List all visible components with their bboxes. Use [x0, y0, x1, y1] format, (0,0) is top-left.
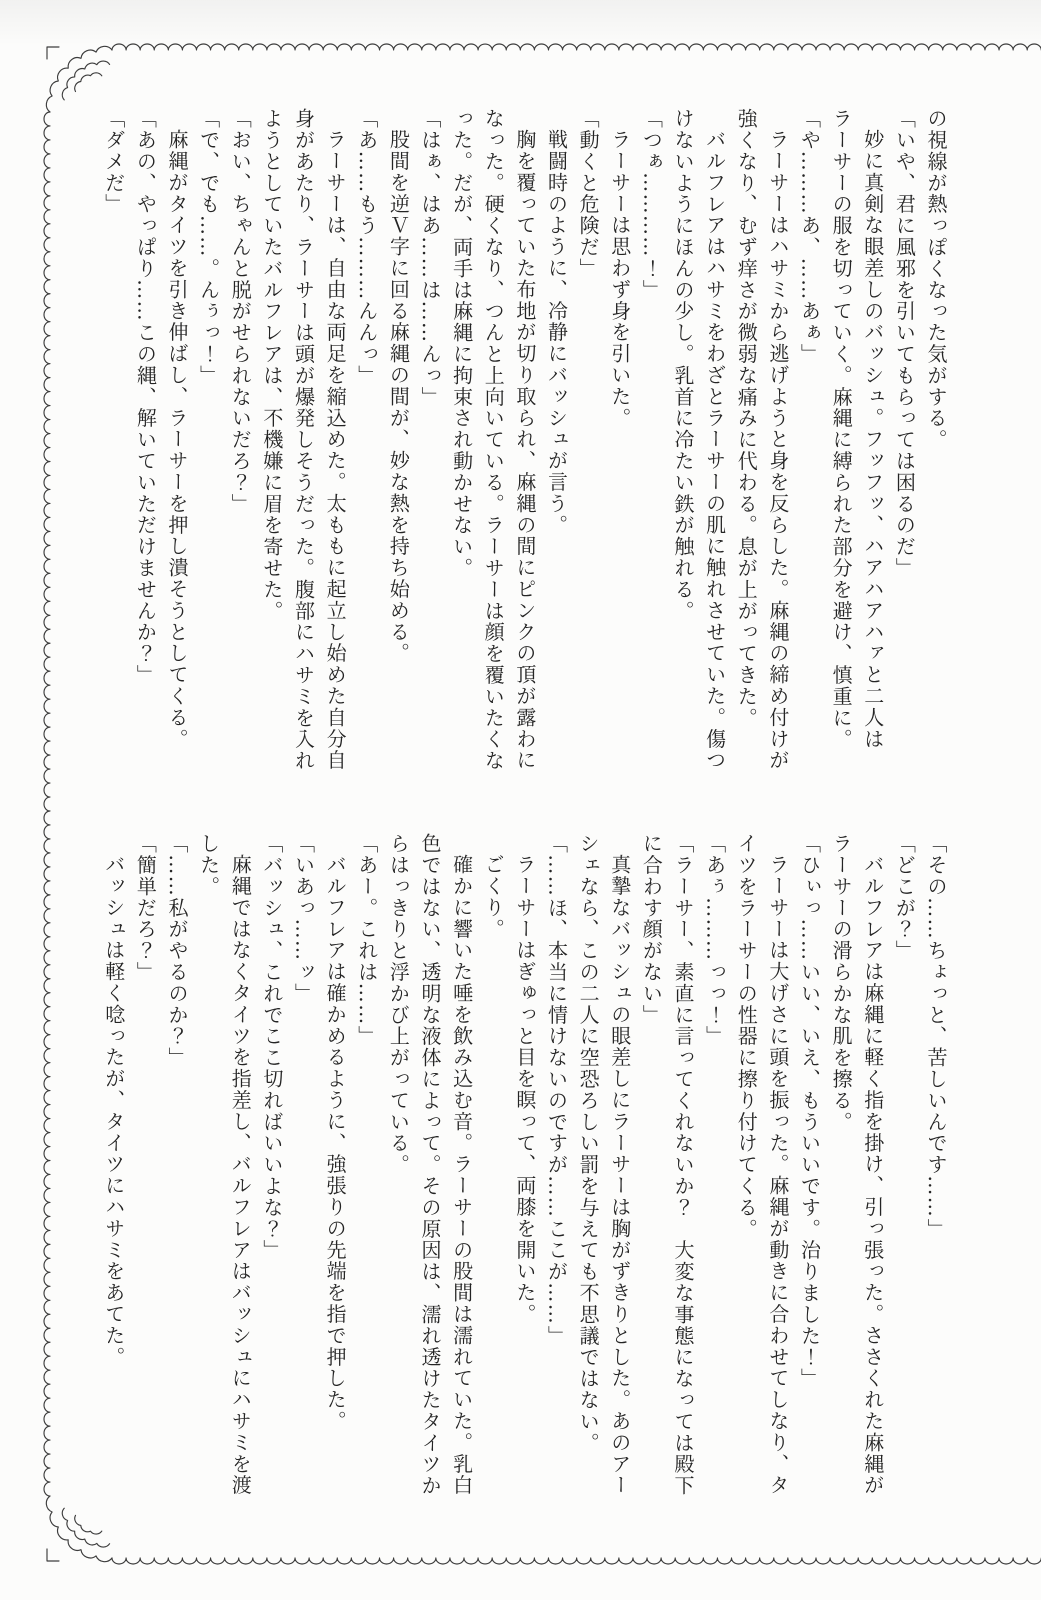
text-line: 「あの、やっぱり……この縄、解いていただけませんか？」 — [133, 108, 158, 686]
text-line: 「いや、君に風邪を引いてもらっては困るのだ」 — [892, 108, 917, 579]
text-line: らはっきりと浮かび上がっている。 — [386, 833, 411, 1176]
text-line: 「その……ちょっと、苦しいんです……」 — [924, 833, 948, 1240]
text-line: した。 — [196, 833, 221, 898]
text-line: けないようにほんの少し。乳首に冷たい鉄が触れる。 — [671, 108, 695, 622]
border-line — [62, 61, 109, 100]
text-line: なった。硬くなり、つんと上向いている。ラーサーは顔を覆いたくな — [481, 108, 506, 772]
text-line: 「つぁ…………！」 — [639, 108, 664, 301]
text-line: 麻縄がタイツを引き伸ばし、ラーサーを押し潰そうとしてくる。 — [165, 129, 189, 750]
text-line: 「あぅ………っっ！」 — [702, 833, 727, 1047]
text-line: 真摯なバッシュの眼差しにラーサーは胸がずきりとした。あのアー — [607, 854, 632, 1496]
text-line: バルフレアは麻縄に軽く指を掛け、引っ張った。ささくれた麻縄が — [860, 854, 885, 1496]
text-line: 「いあっ……ッ」 — [291, 833, 316, 1005]
text-line: 「ひぃっ……いい、いえ、もういいです。治りました！」 — [797, 833, 822, 1390]
text-line: ようとしていたバルフレアは、不機嫌に眉を寄せた。 — [259, 108, 284, 622]
border-line — [75, 73, 102, 92]
text-line: ラーサーはぎゅっと目を瞑って、両膝を開いた。 — [512, 854, 537, 1325]
text-line: ラーサーは大げさに頭を振った。麻縄が動きに合わせてしなり、タ — [765, 854, 790, 1496]
text-line: 強くなり、むず痒さが微弱な痛みに代わる。息が上がってきた。 — [734, 108, 759, 729]
text-line: イツをラーサーの性器に擦り付けてくる。 — [734, 833, 759, 1240]
border-line — [112, 1558, 1041, 1564]
text-line: 「簡単だろ？」 — [133, 833, 158, 983]
border-line — [112, 44, 1041, 50]
text-line: ラーサーはハサミから逃げようと身を反らした。麻縄の締め付けが — [765, 129, 790, 771]
text-line: 麻縄ではなくタイツを指差し、バルフレアはバッシュにハサミを渡 — [228, 854, 253, 1496]
text-line: った。だが、両手は麻縄に拘束され動かせない。 — [449, 108, 474, 579]
text-line: に合わす顔がない」 — [639, 833, 664, 1026]
text-line: 妙に真剣な眼差しのバッシュ。フッフッ、ハアハアハァと二人は — [860, 129, 885, 750]
text-line: ごくり。 — [481, 854, 506, 940]
text-line: 「はぁ、はあ……は……んっ」 — [418, 108, 442, 408]
text-line: 「……私がやるのか？」 — [165, 833, 189, 1069]
text-line: ラーサーは思わず身を引いた。 — [607, 129, 632, 429]
text-line: 「ダメだ」 — [101, 108, 126, 215]
text-line: 「あ……もう………んんっ」 — [354, 108, 379, 387]
text-line: 「動くと危険だ」 — [576, 108, 601, 280]
text-block-bottom — [97, 833, 951, 1523]
border-line — [44, 112, 50, 1496]
text-line: 「バッシュ、これでここ切ればいいよな？」 — [259, 833, 284, 1261]
text-line: 股間を逆Ｖ字に回る麻縄の間が、妙な熱を持ち始める。 — [386, 129, 411, 664]
text-line: シェなら、この二人に空恐ろしい罰を与えても不思議ではない。 — [576, 833, 601, 1454]
text-line: 戦闘時のように、冷静にバッシュが言う。 — [544, 129, 569, 536]
border-line — [46, 46, 112, 112]
text-line: 「で、でも……。んぅっ！」 — [196, 108, 221, 387]
text-line: 「おい、ちゃんと脱がせられないだろ？」 — [228, 108, 253, 515]
text-block-top — [97, 108, 951, 788]
text-line: 胸を覆っていた布地が切り取られ、麻縄の間にピンクの頂が露わに — [512, 129, 537, 771]
border-line — [47, 1549, 59, 1561]
text-line: 確かに響いた唾を飲み込む音。ラーサーの股間は濡れていた。乳白 — [449, 854, 474, 1496]
text-line: 「……ほ、本当に情けないのですが……ここが……」 — [544, 833, 569, 1347]
border-line — [47, 47, 59, 59]
text-line: ラーサーの滑らかな肌を擦る。 — [829, 833, 854, 1133]
text-line: 「どこが？」 — [892, 833, 917, 962]
text-line: 色ではない、透明な液体によって。その原因は、濡れ透けたタイツか — [418, 833, 442, 1497]
text-line: バッシュは軽く唸ったが、タイツにハサミをあてた。 — [101, 854, 126, 1368]
text-line: 「ラーサー、素直に言ってくれないか？ 大変な事態になっては殿下 — [671, 833, 695, 1497]
text-line: の視線が熱っぽくなった気がする。 — [924, 108, 948, 451]
scan-shading — [0, 0, 1041, 46]
text-line: 身があたり、ラーサーは頭が爆発しそうだった。腹部にハサミを入れ — [291, 108, 316, 772]
text-line: 「あー。これは……」 — [354, 833, 379, 1047]
text-line: 「や………あ、……あぁ」 — [797, 108, 822, 365]
text-line: ラーサーは、自由な両足を縮込めた。太ももに起立し始めた自分自 — [323, 129, 348, 771]
text-line: バルフレアは確かめるように、強張りの先端を指で押した。 — [323, 854, 348, 1432]
text-line: ラーサーの服を切っていく。麻縄に縛られた部分を避け、慎重に。 — [829, 108, 854, 750]
text-line: バルフレアはハサミをわざとラーサーの肌に触れさせていた。傷つ — [702, 129, 727, 771]
